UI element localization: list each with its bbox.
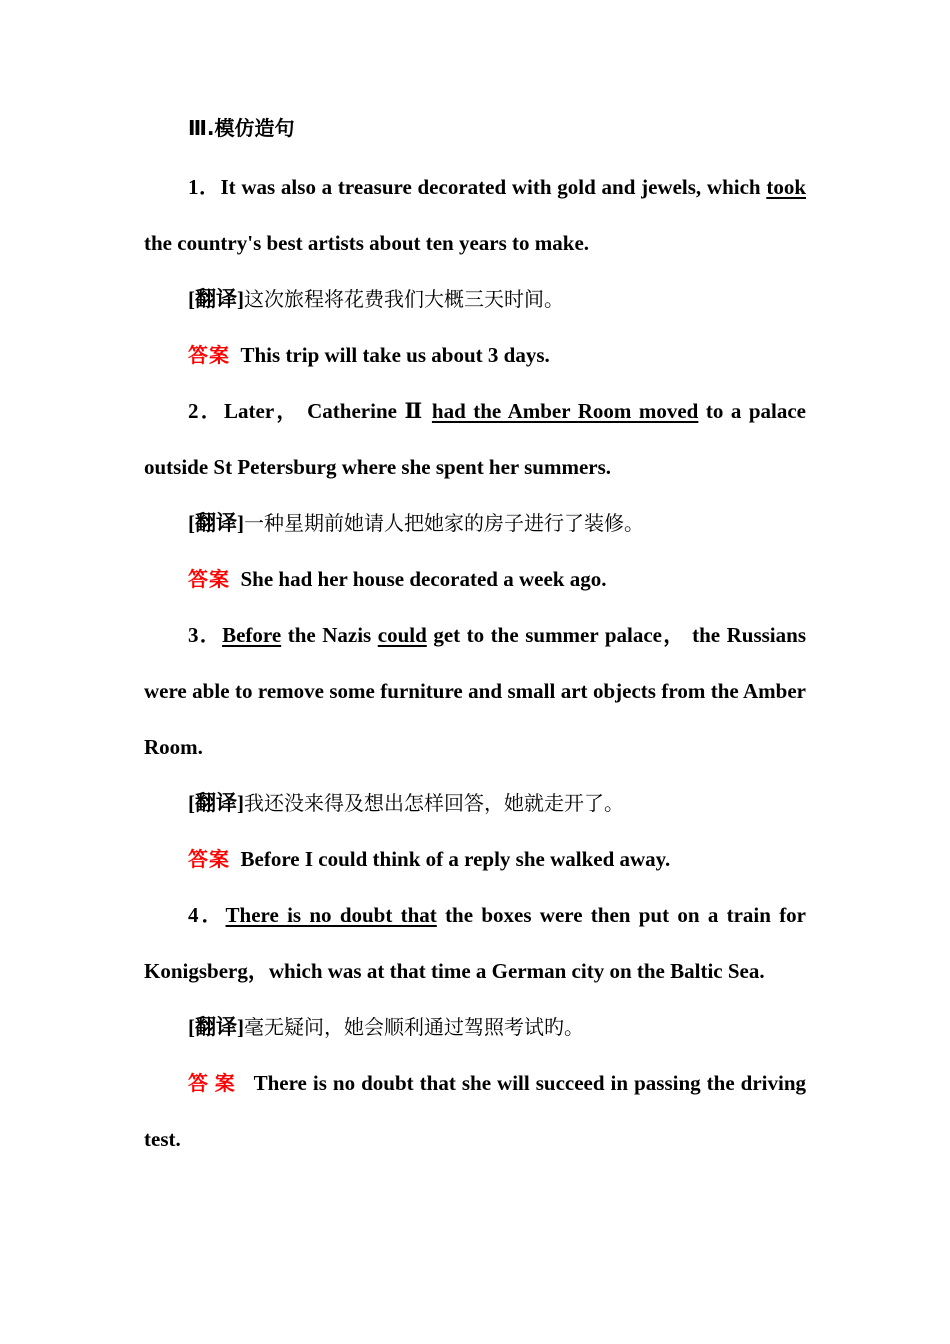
item-4-answer: 答案 There is no doubt that she will succeed in passing the driving test.: [144, 1071, 807, 1151]
item-3-underlined-word-2: could: [377, 623, 427, 647]
item-2-answer: 答案 She had her house decorated a week ago.: [188, 567, 607, 591]
item-1-underlined-phrase: took: [766, 175, 807, 199]
item-4-translate: [翻译]毫无疑问，她会顺利通过驾照考试旳。: [188, 1015, 584, 1039]
item-2-sentence: 2．Later， Catherine Ⅱ had the Amber Room moved to a palace outside St Petersburg where she spent her summers.: [144, 399, 807, 479]
item-1-answer: 答案 This trip will take us about 3 days.: [188, 343, 550, 367]
item-1-sentence: 1．It was also a treasure decorated with gold and jewels, which took the country's best artists about ten years to make.: [144, 175, 807, 255]
translate-tag: [翻译]: [188, 287, 244, 311]
translate-tag: [翻译]: [188, 791, 244, 815]
item-3-translate: [翻译]我还没来得及想出怎样回答，她就走开了。: [188, 791, 624, 815]
item-3-underlined-word-1: Before: [222, 623, 282, 647]
item-3-sentence: 3．Before the Nazis could get to the summer palace， the Russians were able to remove some furniture and small art objects from the Amber Room.: [144, 623, 806, 759]
answer-tag: 答案: [188, 567, 230, 591]
translate-tag: [翻译]: [188, 511, 244, 535]
translate-tag: [翻译]: [188, 1015, 244, 1039]
item-4-underlined-phrase: There is no doubt that: [225, 903, 437, 927]
item-2-underlined-phrase: had the Amber Room moved: [431, 399, 699, 423]
item-2-translate: [翻译]一种星期前她请人把她家的房子进行了装修。: [188, 511, 644, 535]
section-title: Ⅲ.模仿造句: [188, 116, 295, 140]
answer-tag: 答案: [188, 343, 230, 367]
document-page: [144, 100, 806, 1167]
item-4-sentence: 4．There is no doubt that the boxes were then put on a train for Konigsberg，which was at that time a German city on the Baltic Sea.: [144, 903, 807, 983]
item-3-answer: 答案 Before I could think of a reply she walked away.: [188, 847, 671, 871]
answer-tag: 答案: [188, 1071, 242, 1095]
item-1-translate: [翻译]这次旅程将花费我们大概三天时间。: [188, 287, 564, 311]
answer-tag: 答案: [188, 847, 230, 871]
